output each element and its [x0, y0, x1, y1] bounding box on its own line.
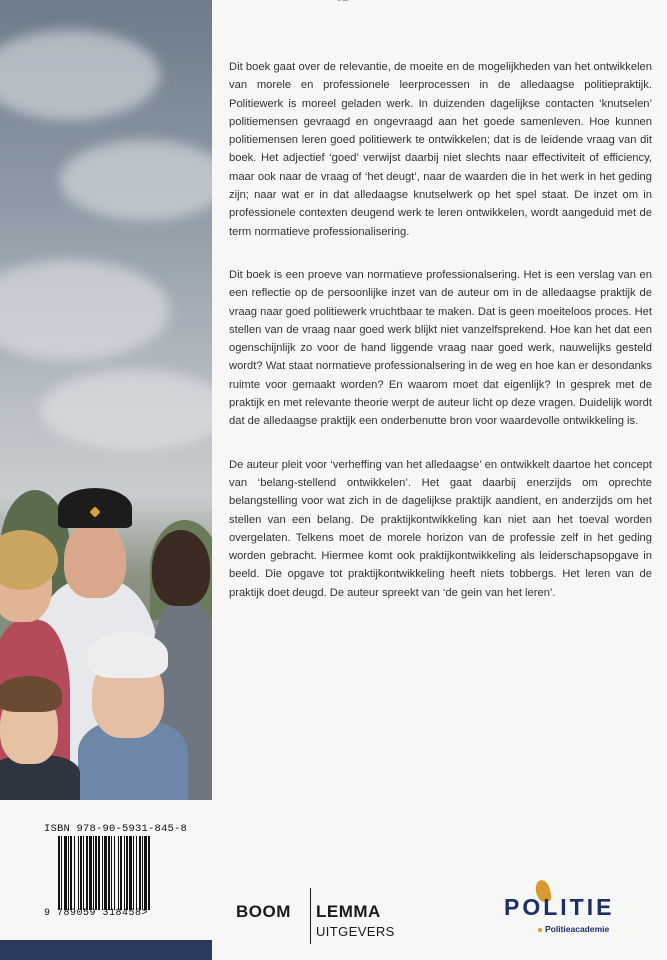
publisher-boom: BOOM	[236, 902, 291, 921]
publisher-lemma: LEMMA	[316, 902, 381, 921]
paragraph-1: Dit boek gaat over de relevantie, de moeite en de mogelijkheden van het ontwikkelen van morele en professionele leerprocessen in de alledaagse politiepraktijk. Politiewerk is moreel geladen werk. In duizenden dagelijkse contacten ‘knutselen’ politiemensen gevraagd en ongevraagd aan het goede samenleven. Hoe kunnen politiemensen leren goed politiewerk te ontwikkelen; dat is de leidende vraag van dit boek. Het adjectief ‘goed’ verwijst daarbij niet slechts naar effectiviteit of efficiency, maar ook naar de vraag of ‘het deugt’, naar de waarden die in het werk in het geding zijn; naar wat er in dat alledaagse knutselwerk op het spel staat. De inzet om in professionele contexten deugend werk te leren ontwikkelen, wordt aangeduid met de term normatieve professionalisering.	[229, 61, 652, 238]
barcode	[58, 836, 176, 910]
isbn-label: ISBN 978-90-5931-845-8	[44, 823, 188, 835]
cover-photo	[0, 0, 212, 800]
publisher-divider	[310, 888, 311, 944]
barcode-arrow: >	[141, 908, 149, 919]
politie-logo	[504, 880, 654, 940]
publisher-uitgevers: UITGEVERS	[316, 924, 395, 939]
top-marks: ‾ ‾‾	[338, 0, 349, 9]
barcode-number: 9 789059 318458	[44, 908, 142, 919]
politieacademie-label	[538, 924, 609, 934]
paragraph-3: De auteur pleit voor ‘verheffing van het alledaagse’ en ontwikkelt daartoe het concept van ‘belang-stellend ontwikkelen’. Het gaat daarbij enerzijds om oprechte belangstelling voor wat zich in de dagelijkse praktijk aandient, en anderzijds om het stellen van een belang. De praktijkontwikkeling kan niet aan het toeval worden overgelaten. Telkens moet de morele horizon van de professie zelf in het geding worden gebracht. Hiermee komt ook praktijkontwikkeling als leiderschapsopgave in beeld. Die opgave tot praktijkontwikkeling heeft niets tobbergs. Het leren van de praktijk doet deugd. De auteur spreekt van ‘de gein van het leren’.	[229, 458, 652, 599]
bottom-strip	[0, 940, 212, 960]
barcode-digits	[44, 908, 148, 919]
dot-icon	[538, 928, 542, 932]
politie-wordmark: POLITIE	[504, 894, 615, 920]
paragraph-2: Dit boek is een proeve van normatieve professionalsering. Het is een verslag van en een reflectie op de persoonlijke inzet van de auteur om in de alledaagse praktijk de vraag naar goed politiewerk vruchtbaar te maken. Dat is geen moeiteloos proces. Het stellen van de vraag naar goed werk blijkt niet vanzelfsprekend. Hoe kan het dat een ogenschijnlijk zo voor de hand liggende vraag naar goed werk, nauwelijks gesteld wordt? Wat staat normatieve professionalsering in de weg en hoe kan er desondanks ruimte voor gemaakt worden? En waarom moet dat eigenlijk? In gesprek met de praktijk en met relevante theorie werpt de auteur licht op deze vragen. Duidelijk wordt dat de alledaagse praktijk een onderbenutte bron voor waardevolle ontwikkeling is.	[229, 268, 652, 428]
back-cover-text	[229, 58, 652, 627]
politieacademie-text: Politieacademie	[545, 924, 610, 934]
